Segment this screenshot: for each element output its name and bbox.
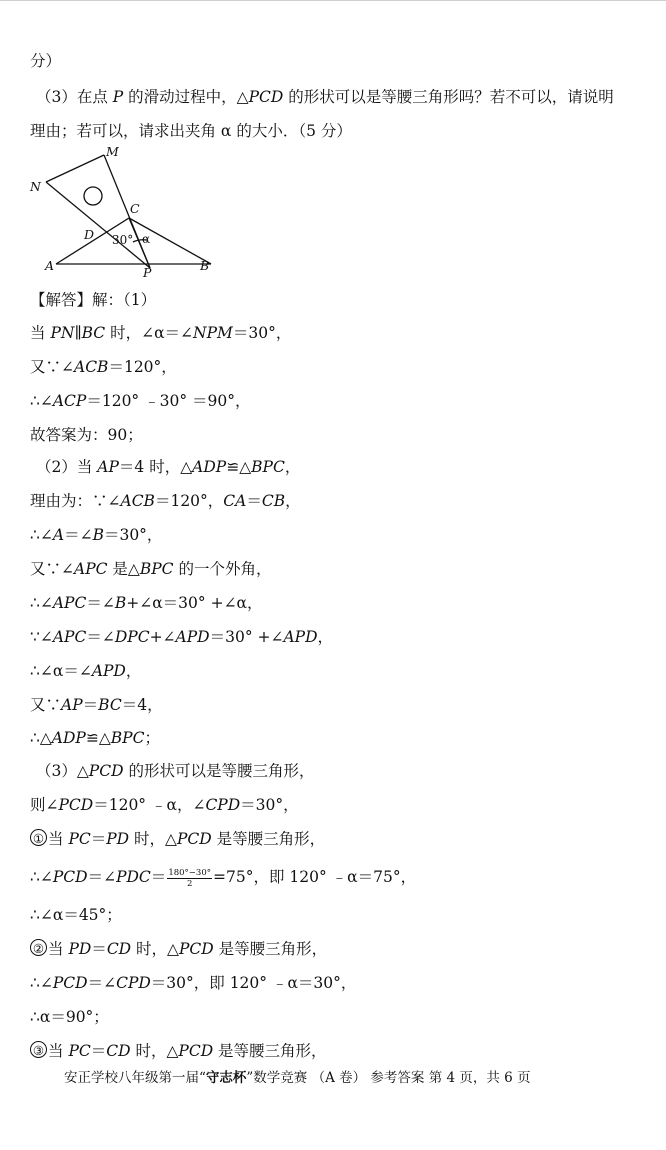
label-p: P (143, 265, 152, 277)
label-n: N (30, 179, 41, 194)
label-angle-30: 30° (112, 233, 134, 247)
text-line-continuation: 分） (30, 52, 62, 70)
solution-line: ② 当 PD＝CD 时，△PCD 是等腰三角形， (30, 938, 327, 960)
case-1-marker: ① (30, 829, 47, 846)
triangle-hole-circle (84, 187, 102, 205)
solution-line: ∴∠α＝∠APD， (30, 662, 142, 680)
answer-heading: 【解答】解：（1） (30, 291, 157, 309)
label-d: D (84, 227, 95, 242)
solution-line: （3）△PCD 的形状可以是等腰三角形， (36, 762, 315, 780)
label-a: A (45, 258, 55, 273)
question-3-line-1: （3）在点 P 的滑动过程中，△PCD 的形状可以是等腰三角形吗？若不可以，请说明 (36, 88, 614, 106)
solution-line: 又∵∠ACB＝120°， (30, 358, 177, 376)
solution-line: 故答案为：90； (30, 426, 143, 444)
solution-line: ∴∠ACP＝120° ﹣30° ＝90°， (30, 392, 251, 410)
solution-line: ∴∠PCD＝∠CPD＝30°，即 120° ﹣α＝30°， (30, 974, 357, 992)
solution-line: 又∵AP＝BC＝4， (30, 696, 163, 714)
label-alpha: α (142, 232, 151, 246)
solution-line: ∴∠α＝45°； (30, 906, 122, 924)
question-3-line-2: 理由；若可以，请求出夹角 α 的大小．（5 分） (30, 122, 352, 140)
label-m: M (106, 144, 119, 159)
geometry-figure (26, 142, 226, 277)
top-rule (0, 0, 666, 1)
solution-line: ∴△ADP≌△BPC； (30, 729, 160, 747)
page-footer: 安正学校八年级第一届“守志杯”数学竞赛 （A 卷） 参考答案 第 4 页，共 6 页 (64, 1070, 531, 1086)
case-2-marker: ② (30, 939, 47, 956)
solution-line: 当 PN∥BC 时，∠α＝∠NPM＝30°， (30, 324, 292, 342)
fraction-denominator: 2 (186, 878, 193, 889)
fraction-numerator: 180°−30° (168, 867, 211, 878)
solution-line: ∵∠APC＝∠DPC+∠APD＝30° +∠APD， (30, 628, 334, 646)
segment-np (46, 182, 150, 268)
solution-line: ∴∠APC＝∠B+∠α＝30° +∠α， (30, 594, 263, 612)
solution-line: 理由为：∵∠ACB＝120°，CA＝CB， (30, 492, 301, 510)
solution-line: 又∵∠APC 是△BPC 的一个外角， (30, 560, 272, 578)
fraction (167, 868, 212, 889)
contest-brand: 守志杯 (205, 1070, 247, 1086)
case-3-marker: ③ (30, 1041, 47, 1058)
solution-line: ① 当 PC＝PD 时，△PCD 是等腰三角形， (30, 828, 325, 850)
label-b: B (200, 258, 210, 273)
segment-nm (46, 155, 104, 182)
solution-line-fraction: ∴∠PCD＝∠PDC＝ $\frac{180^\circ-30^\circ}{2}$ =75°，即 120° ﹣α＝75°， (30, 867, 417, 889)
label-c: C (130, 201, 140, 216)
solution-line: （2）当 AP＝4 时，△ADP≌△BPC， (36, 458, 301, 476)
solution-line: ∴∠A＝∠B＝30°， (30, 526, 163, 544)
solution-line: 则∠PCD＝120° ﹣α，∠CPD＝30°， (30, 796, 299, 814)
solution-line: ③ 当 PC＝CD 时，△PCD 是等腰三角形， (30, 1040, 327, 1062)
solution-line: ∴α＝90°； (30, 1008, 109, 1026)
